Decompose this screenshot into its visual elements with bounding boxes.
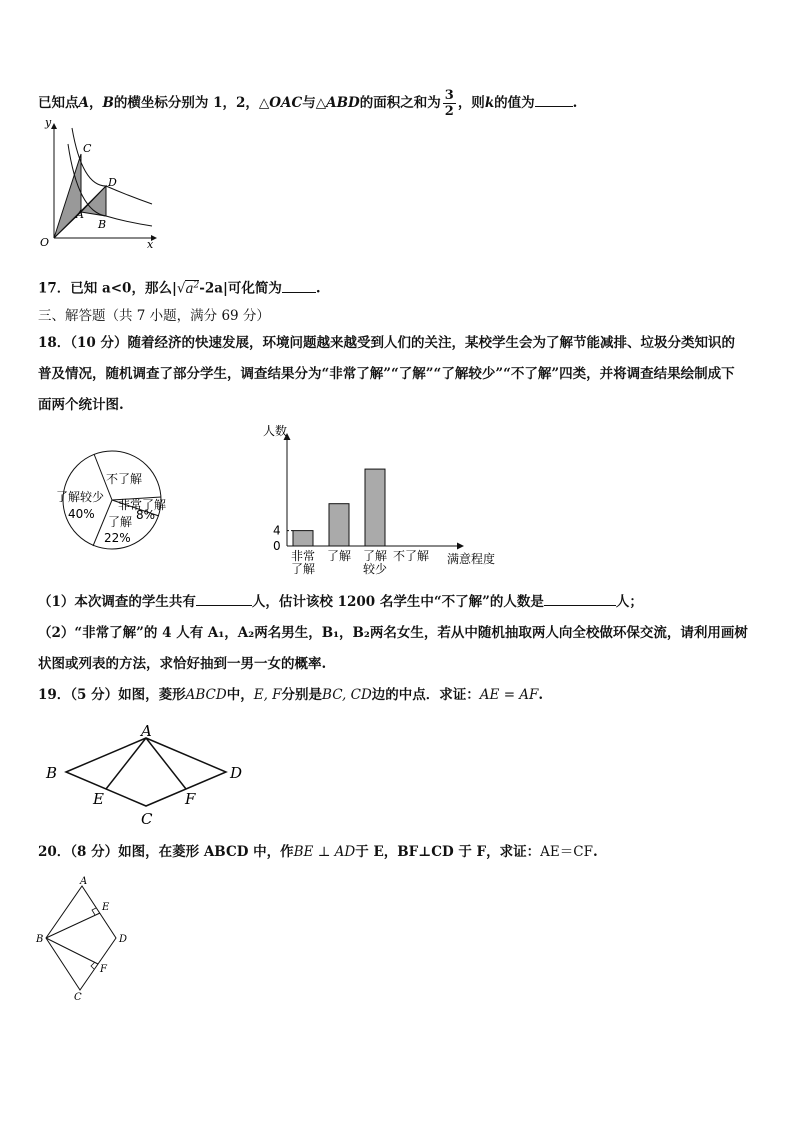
q19-mid2: 分别是 bbox=[281, 687, 323, 703]
bars-group bbox=[273, 469, 429, 576]
pie-pct-very: 8% bbox=[136, 508, 156, 522]
answer-blank-total bbox=[196, 593, 252, 606]
q19-text bbox=[38, 686, 543, 704]
radicand-exponent: 2 bbox=[193, 280, 200, 290]
q18-sub1-c: 人； bbox=[615, 594, 643, 610]
k-variable: k bbox=[484, 95, 495, 111]
bar-category-label-3: 不了解 bbox=[392, 549, 430, 563]
right-angle-f bbox=[91, 962, 95, 969]
rhombus-abcd bbox=[66, 738, 226, 806]
q18-line3: 面两个统计图. bbox=[38, 397, 124, 413]
sqrt-sign: √ bbox=[176, 280, 186, 297]
q20-mid: 于 E，BF⊥CD 于 F，求证： bbox=[355, 844, 541, 860]
point-a-fig-label: A bbox=[76, 208, 84, 221]
fig20-f-label: F bbox=[100, 964, 107, 975]
segment-ae bbox=[106, 738, 146, 789]
q16-part6: 的值为 bbox=[494, 95, 535, 111]
y-label: y bbox=[45, 116, 52, 129]
q18-line2: 普及情况，随机调查了部分学生，调查结果分为“非常了解”“了解”“了解较少”“不了解”四类，并将调查结果绘制成下 bbox=[38, 366, 735, 382]
y-tick-label: 4 bbox=[273, 523, 281, 538]
pie-pct-know: 22% bbox=[104, 531, 131, 545]
q16-sep: ， bbox=[88, 95, 103, 111]
bar-x-label: 满意程度 bbox=[447, 552, 496, 566]
rhombus-d-label: D bbox=[230, 764, 243, 782]
bar-y-label: 人数 bbox=[263, 424, 288, 438]
fig20-a-label: A bbox=[80, 876, 88, 887]
pie-label-know: 了解 bbox=[108, 515, 133, 529]
origin-label: O bbox=[40, 236, 50, 249]
bar-category-label-2: 较少 bbox=[362, 562, 388, 576]
bar-1 bbox=[329, 504, 349, 546]
q20-perp: BE ⊥ AD bbox=[293, 844, 356, 860]
hyperbola-upper bbox=[72, 128, 152, 204]
fig20-d-label: D bbox=[119, 934, 128, 945]
x-label: x bbox=[147, 238, 154, 251]
rhombus-b-label: B bbox=[46, 764, 58, 782]
segment-bf bbox=[46, 938, 98, 964]
fig20-e-label: E bbox=[102, 902, 110, 913]
y-tick-label: 0 bbox=[273, 539, 281, 553]
right-angle-e bbox=[92, 908, 96, 915]
fig20-c-label: C bbox=[74, 992, 82, 1003]
segment-af bbox=[146, 738, 186, 789]
bar-category-label-0: 非常 bbox=[290, 549, 316, 563]
q19-prefix: 19．（5 分）如图，菱形 bbox=[38, 687, 186, 703]
q19-end: . bbox=[538, 687, 544, 703]
q18-sub2-line1: （2）“非常了解”的 4 人有 A₁，A₂两名男生，B₁，B₂两名女生，若从中随机抽取两人向全校做环保交流，请利用画树 bbox=[38, 625, 748, 641]
point-a-label: A bbox=[78, 95, 89, 111]
q16-part4: 的面积之和为 bbox=[359, 95, 441, 111]
bar-category-label-0: 了解 bbox=[290, 562, 316, 576]
q17-text bbox=[38, 276, 321, 298]
bar-chart bbox=[255, 420, 515, 580]
q16-text bbox=[38, 88, 577, 119]
fraction-three-halves bbox=[443, 88, 456, 119]
rhombus-f-label: F bbox=[185, 790, 196, 808]
q17-prefix: 17．已知 a<0，那么| bbox=[38, 280, 177, 297]
section-heading: 三、解答题（共 7 小题，满分 69 分） bbox=[38, 308, 270, 324]
fraction-denominator: 2 bbox=[444, 104, 454, 119]
q20-claim: AE＝CF bbox=[540, 844, 593, 860]
rhombus-a-label: A bbox=[141, 722, 152, 740]
q16-part3: 与 bbox=[302, 95, 316, 111]
sqrt-radicand bbox=[185, 280, 199, 297]
point-c-label: C bbox=[83, 142, 92, 155]
bar-0 bbox=[293, 531, 313, 546]
bar-category-label-1: 了解 bbox=[326, 549, 352, 563]
answer-blank-not-know bbox=[544, 593, 616, 606]
q19-claim: AE = AF bbox=[479, 687, 539, 703]
radicand-a: a bbox=[185, 280, 194, 297]
q17-suffix: -2a|可化简为 bbox=[199, 280, 282, 297]
q19-mid1: 中， bbox=[226, 687, 254, 703]
sqrt-expression bbox=[177, 276, 199, 298]
figure-19-rhombus bbox=[42, 722, 252, 830]
pie-chart bbox=[50, 448, 185, 553]
point-d-label: D bbox=[108, 176, 117, 189]
q18-sub1-a: （1）本次调查的学生共有 bbox=[38, 594, 196, 610]
bar-2 bbox=[365, 469, 385, 546]
triangle-abd: △ABD bbox=[315, 95, 360, 111]
bar-category-label-2: 了解 bbox=[362, 549, 388, 563]
figure-20-rhombus bbox=[34, 872, 144, 1004]
q16-part1: 已知点 bbox=[38, 95, 79, 111]
q16-part5: ，则 bbox=[457, 95, 485, 111]
pie-label-not-know: 不了解 bbox=[106, 472, 143, 486]
points-ef: E, F bbox=[253, 687, 282, 703]
q18-line1: 18．（10 分）随着经济的快速发展，环境问题越来越受到人们的关注，某校学生会为了解节能减排、垃圾分类知识的 bbox=[38, 335, 736, 351]
answer-blank bbox=[535, 94, 573, 107]
answer-blank bbox=[282, 280, 316, 293]
pie-label-know-less: 了解较少 bbox=[56, 490, 105, 504]
q20-prefix: 20．（8 分）如图，在菱形 ABCD 中，作 bbox=[38, 844, 294, 860]
q18-sub1 bbox=[38, 593, 643, 611]
figure-16-hyperbola bbox=[34, 116, 164, 251]
q19-mid3: 边的中点．求证： bbox=[371, 687, 480, 703]
sides-bc-cd: BC, CD bbox=[322, 687, 372, 703]
point-b-fig-label: B bbox=[98, 218, 107, 231]
triangle-abd-shape bbox=[81, 186, 106, 216]
q20-text bbox=[38, 843, 598, 861]
pie-pct-know-less: 40% bbox=[68, 507, 95, 521]
rhombus-e-label: E bbox=[93, 790, 104, 808]
triangle-oac-shape bbox=[54, 154, 81, 238]
q17-end: . bbox=[315, 280, 321, 297]
q16-part2: 的横坐标分别为 1，2， bbox=[113, 95, 259, 111]
triangle-oac: △OAC bbox=[258, 95, 303, 111]
fig20-b-label: B bbox=[36, 934, 44, 945]
fraction-numerator: 3 bbox=[444, 88, 454, 103]
rhombus-name: ABCD bbox=[185, 687, 227, 703]
q20-end: . bbox=[592, 844, 598, 860]
rhombus-c-label: C bbox=[141, 810, 153, 828]
q16-end: . bbox=[572, 95, 578, 111]
point-b-label: B bbox=[102, 95, 114, 111]
q18-sub1-b: 人，估计该校 1200 名学生中“不了解”的人数是 bbox=[251, 594, 544, 610]
pie-label-very: 非常了解 bbox=[118, 498, 167, 512]
q18-sub2-line2: 状图或列表的方法，求恰好抽到一男一女的概率. bbox=[38, 656, 327, 672]
